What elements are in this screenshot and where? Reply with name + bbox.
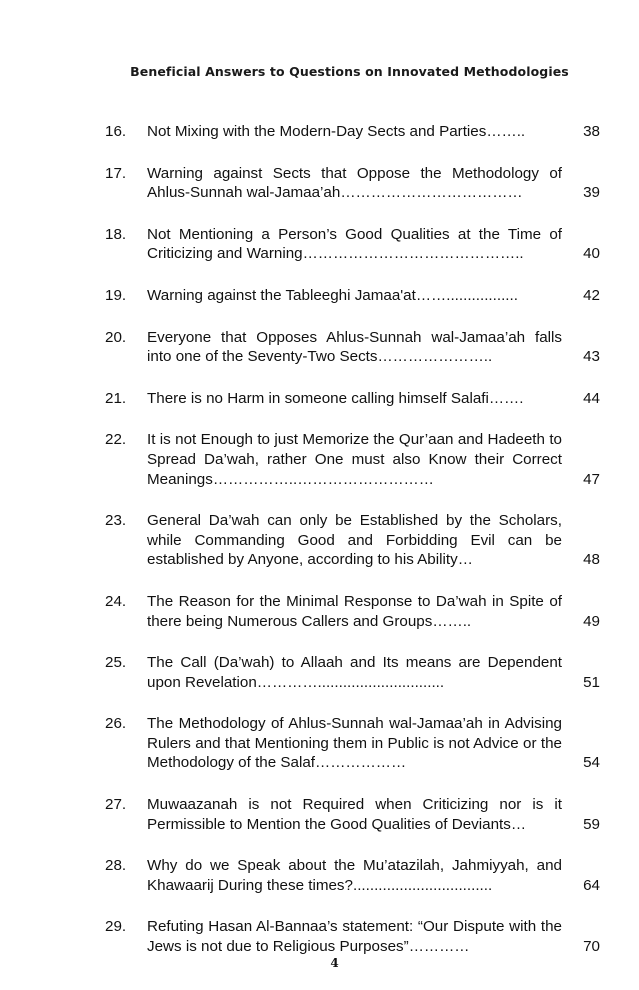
- toc-entry: [105, 592, 600, 631]
- entry-page-number: 64: [583, 876, 600, 894]
- toc-entry: [105, 795, 600, 834]
- entry-page-number: 39: [583, 184, 600, 202]
- toc-entry: [105, 917, 600, 956]
- entry-number: 18.: [105, 225, 127, 243]
- entry-number: 29.: [105, 918, 127, 936]
- entry-page-number: 40: [583, 245, 600, 263]
- entry-title: There is no Harm in someone calling himself Salafi…….: [147, 389, 524, 407]
- table-of-contents: [105, 122, 600, 979]
- entry-title: Everyone that Opposes Ahlus-Sunnah wal-Jamaa’ah falls into one of the Seventy-Two Sects…………………..: [147, 328, 562, 366]
- entry-number: 28.: [105, 857, 127, 875]
- toc-entry: [105, 225, 600, 264]
- toc-entry: [105, 389, 600, 409]
- entry-number: 19.: [105, 286, 127, 304]
- entry-title: It is not Enough to just Memorize the Qur’aan and Hadeeth to Spread Da’wah, rather One must also Know their Correct Meanings……………..………………………: [147, 431, 562, 488]
- toc-entry: [105, 164, 600, 203]
- entry-number: 26.: [105, 715, 127, 733]
- entry-number: 17.: [105, 164, 127, 182]
- entry-page-number: 48: [583, 551, 600, 569]
- entry-title: Not Mixing with the Modern-Day Sects and Parties……..: [147, 123, 526, 140]
- toc-entry: [105, 122, 600, 142]
- entry-title: Warning against the Tableeghi Jamaa'at…….................: [147, 286, 518, 304]
- entry-title: Muwaazanah is not Required when Criticizing nor is it Permissible to Mention the Good Qualities of Deviants…: [147, 796, 562, 833]
- entry-title: The Methodology of Ahlus-Sunnah wal-Jamaa’ah in Advising Rulers and that Mentioning them in Public is not Advice or the Methodology of the Salaf………………: [147, 715, 562, 772]
- entry-page-number: 70: [583, 938, 600, 956]
- entry-page-number: 54: [583, 754, 600, 772]
- entry-number: 24.: [105, 592, 127, 610]
- entry-title: Refuting Hasan Al-Bannaa’s statement: “Our Dispute with the Jews is not due to Religious Purposes”…………: [147, 918, 562, 956]
- toc-entry: [105, 511, 600, 570]
- entry-number: 25.: [105, 654, 127, 672]
- entry-title: General Da’wah can only be Established by the Scholars, while Commanding Good and Forbidding Evil can be established by Anyone, according to his Ability…: [147, 512, 562, 569]
- entry-page-number: 51: [583, 673, 600, 691]
- entry-number: 22.: [105, 431, 127, 449]
- toc-entry: [105, 714, 600, 773]
- entry-number: 23.: [105, 512, 127, 530]
- toc-entry: [105, 430, 600, 489]
- entry-page-number: 59: [583, 815, 600, 833]
- toc-entry: [105, 653, 600, 692]
- toc-entry: [105, 856, 600, 895]
- entry-page-number: 44: [583, 389, 600, 407]
- entry-title: Why do we Speak about the Mu’atazilah, Jahmiyyah, and Khawaarij During these times?.................................: [147, 857, 562, 894]
- running-header: Beneficial Answers to Questions on Innovated Methodologies: [130, 64, 569, 79]
- entry-number: 20.: [105, 328, 127, 346]
- entry-title: Warning against Sects that Oppose the Methodology of Ahlus-Sunnah wal-Jamaa’ah………………………………: [147, 164, 562, 202]
- entry-page-number: 38: [583, 123, 600, 140]
- entry-page-number: 47: [583, 470, 600, 488]
- entry-title: The Call (Da’wah) to Allaah and Its means are Dependent upon Revelation…………..............................: [147, 654, 562, 691]
- entry-page-number: 42: [583, 286, 600, 304]
- entry-number: 21.: [105, 389, 127, 407]
- toc-entry: [105, 328, 600, 367]
- entry-title: Not Mentioning a Person’s Good Qualities at the Time of Criticizing and Warning……………………………………..: [147, 225, 562, 263]
- entry-title: The Reason for the Minimal Response to Da’wah in Spite of there being Numerous Callers and Groups……..: [147, 592, 562, 630]
- toc-entry: [105, 286, 600, 306]
- entry-page-number: 49: [583, 612, 600, 630]
- entry-number: 16.: [105, 123, 127, 140]
- entry-number: 27.: [105, 796, 127, 814]
- entry-page-number: 43: [583, 348, 600, 366]
- page-number: 4: [330, 956, 339, 970]
